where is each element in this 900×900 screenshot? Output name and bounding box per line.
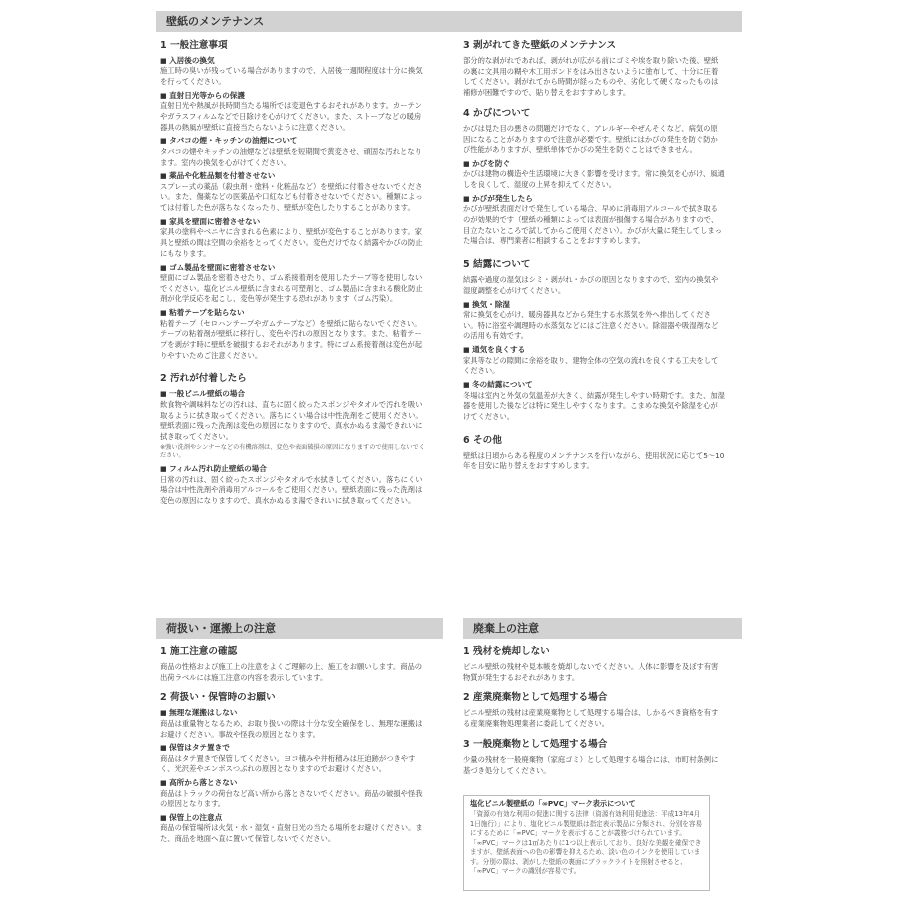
section-title: 6 その他: [463, 434, 502, 446]
item-heading: ■ 一般ビニル壁紙の場合: [160, 389, 426, 399]
section-body: かびは見た目の悪さの問題だけでなく、アレルギーやぜんそくなど、病気の原因になることがありますので注意が必要です。壁紙にはかびの発生を防ぐ防かび性能がありますが、壁紙単体でかびの発生を防ぐことはできません。: [463, 123, 718, 155]
item-heading: ■ かびが発生したら: [463, 194, 725, 204]
item-heading: ■ 無理な運搬はしない: [160, 708, 426, 718]
item-heading: ■ フィルム汚れ防止壁紙の場合: [160, 464, 426, 474]
item-body: 日常の汚れは、固く絞ったスポンジやタオルで水拭きしてください。落ちにくい場合は中性洗剤や消毒用アルコールをご使用ください。壁紙表面に残った洗剤は変色の原因になりますので、真水かぬるま湯できれいに拭き取ってください。: [160, 474, 423, 505]
item-body: 粘着テープ（セロハンテープやガムテープなど）を壁紙に貼らないでください。テープの粘着剤が壁紙に移行し、変色や汚れの原因となります。また、粘着テープを剥がす時に壁紙を破損するおそれがあります。特にゴム系接着剤は変色が起りやすいためご注意ください。: [160, 318, 423, 360]
item-body: 冬場は室内と外気の気温差が大きく、結露が発生しやすい時期です。また、加湿器を使用した後などは特に発生しやすくなります。こまめな換気や除湿を心がけてください。: [463, 390, 725, 421]
item-heavy: [160, 708, 426, 740]
section-title: 3 一般廃棄物として処理する場合: [463, 738, 608, 750]
item-heading: ■ かびを防ぐ: [463, 159, 725, 169]
pvc-mark-notice-box: [463, 795, 710, 891]
item-body: 商品の保管場所は火気・水・湿気・直射日光の当たる場所をお避けください。また、商品を地面へ直に置いて保管しないでください。: [160, 823, 423, 844]
maintenance-left-column: [160, 40, 426, 510]
section-title: 4 かびについて: [463, 107, 531, 119]
item-heading: ■ 保管はタテ置きで: [160, 743, 426, 753]
maintenance-banner: 壁紙のメンテナンス: [156, 11, 742, 32]
item-dehumidify: [463, 300, 725, 343]
section-title: 3 剥がれてきた壁紙のメンテナンス: [463, 40, 617, 51]
item-body: 施工時の臭いが残っている場合がありますので、入居後一週間程度は十分に換気を行ってください。: [160, 66, 423, 87]
item-chemicals: [160, 171, 426, 214]
item-heading: ■ 直射日光等からの保護: [160, 91, 426, 101]
item-heading: ■ 粘着テープを貼らない: [160, 308, 426, 318]
item-body: 商品は重量物となるため、お取り扱いの際は十分な安全確保をし、無理な運搬はお避けください。事故や怪我の原因となります。: [160, 718, 423, 739]
item-heading: ■ タバコの煙・キッチンの油煙について: [160, 136, 426, 146]
item-heading: ■ ゴム製品を壁面に密着させない: [160, 263, 426, 273]
item-heading: ■ 通気を良くする: [463, 345, 725, 355]
item-body: かびが壁紙表面だけで発生している場合、早めに消毒用アルコールで拭き取るのが効果的です（壁紙の種類によっては表面が損傷する場合がありますので、目立たないところで試してからご使用ください）。かびが大量に発生してしまった場合は、専門業者に相談することをおすすめします。: [463, 204, 722, 246]
item-body: 家具の塗料やベニヤに含まれる色素により、壁紙が変色することがあります。家具と壁紙の間は空間の余裕をとってください。変色だけでなく結露やかびの防止にもなります。: [160, 227, 423, 258]
maintenance-right-column: [463, 40, 725, 472]
handling-column: [160, 646, 426, 848]
section-title: 1 施工注意の確認: [160, 646, 238, 657]
pvc-notice-body: 「資源の有効な利用の促進に関する法律（資源有効利用促進法：平成13年4月1日施行）」により、塩化ビニル製壁紙は指定表示製品に分類され、分別を容易にするために「∞PVC」マークを表示することが義務づけられています。「∞PVC」マークは1㎡あたりに1つ以上表示しており、良好な美観を確保できますが、壁紙表面への色の影響を抑えるため、淡い色のインクを使用しています。分別の際は、剥がした壁紙の裏面にブラックライトを照射させると、「∞PVC」マークの識別が容易です。: [470, 810, 703, 875]
item-heading: ■ 家具を壁面に密着させない: [160, 217, 426, 227]
item-heading: ■ 薬品や化粧品類を付着させない: [160, 171, 426, 181]
item-body: 壁面にゴム製品を密着させたり、ゴム系接着剤を使用したテープ等を使用しないでください。塩化ビニル壁紙に含まれる可塑剤と、ゴム製品に含まれる酸化防止剤が化学反応を起こし、変色等が発生する恐れがあります（ゴム汚染）。: [160, 272, 423, 304]
item-body: 家具等などの隙間に余裕を取り、建物全体の空気の流れを良くする工夫をしてください。: [463, 355, 719, 376]
item-note: ※強い洗剤やシンナーなどの有機溶剤は、変色や表面破損の原因になりますので使用しないでください。: [160, 443, 425, 460]
section-title: 2 荷扱い・保管時のお願い: [160, 692, 276, 704]
section-title: 2 汚れが付着したら: [160, 373, 247, 385]
item-storage-notes: [160, 813, 426, 845]
section-body: 少量の残材を一般廃棄物（家庭ゴミ）として処理する場合には、市町村条例に基づき処分してください。: [463, 754, 719, 775]
item-body: 飲食物や調味料などの汚れは、直ちに固く絞ったスポンジやタオルで汚れを吸い取るように拭き取ってください。落ちにくい場合は中性洗剤をご使用ください。壁紙表面に残った洗剤は変色の原因になりますので、真水かぬるま湯できれいに拭き取ってください。: [160, 399, 423, 441]
item-body: 常に換気を心がけ、暖房器具などから発生する水蒸気を外へ排出してください。特に浴室や調理時の水蒸気などにはご注意ください。除湿器や吸湿剤などの活用も有効です。: [463, 310, 719, 341]
item-mold-occurs: [463, 194, 725, 247]
item-body: タバコの煙やキッチンの油煙などは壁紙を短期間で黄変させ、頑固な汚れとなります。室内の換気を心がけてください。: [160, 146, 422, 167]
pvc-notice-title: 塩化ビニル製壁紙の「∞PVC」マーク表示について: [470, 799, 636, 808]
item-body: かびは建物の構造や生活環境に大きく影響を受けます。常に換気を心がけ、風通しを良くして、湿度の上昇を抑えてください。: [463, 169, 725, 190]
item-no-drop: [160, 778, 426, 810]
item-vinyl-cleaning: [160, 389, 426, 461]
disposal-banner: 廃棄上の注意: [463, 618, 742, 639]
section-title: 5 結露について: [463, 259, 531, 271]
item-rubber: [160, 263, 426, 306]
section-body: ビニル壁紙の残材は産業廃棄物として処理する場合は、しかるべき資格を有する産業廃棄物処理業者に委託してください。: [463, 708, 719, 729]
item-winter-condensation: [463, 380, 725, 423]
section-body: ビニル壁紙の残材や見本帳を焼却しないでください。人体に影響を及ぼす有害物質が発生するおそれがあります。: [463, 661, 719, 682]
section-title: 1 一般注意事項: [160, 40, 228, 51]
section-title: 2 産業廃棄物として処理する場合: [463, 692, 608, 704]
item-furniture: [160, 217, 426, 260]
item-body: 商品はタテ置きで保管してください。ヨコ積みや井桁積みは圧迫跡がつきやすく、光沢差やエンボスつぶれの原因となりますのでお避けください。: [160, 753, 416, 774]
item-heading: ■ 保管上の注意点: [160, 813, 426, 823]
item-tape: [160, 308, 426, 361]
item-airflow: [463, 345, 725, 377]
section-body: 結露や過度の湿気はシミ・剥がれ・かびの原因となりますので、室内の換気や湿度調整を心がけてください。: [463, 275, 719, 295]
disposal-column: [463, 646, 725, 776]
item-body: 直射日光や熱風が長時間当たる場所では変退色するおそれがあります。カーテンやガラスフィルムなどで日除けを心がけてください。また、ストーブなどの暖房器具の熱風が壁紙に直接当たらないように注意ください。: [160, 101, 422, 132]
item-ventilation: [160, 56, 426, 88]
item-body: 商品はトラックの荷台など高い所から落とさないでください。商品の破損や怪我の原因となります。: [160, 788, 423, 809]
item-sunlight: [160, 91, 426, 134]
section-title: 1 残材を焼却しない: [463, 646, 550, 657]
section-body: 壁紙は日頃からある程度のメンテナンスを行いながら、使用状況に応じて5～10年を目安に貼り替えをおすすめします。: [463, 450, 725, 471]
item-smoke: [160, 136, 426, 168]
item-vertical-storage: [160, 743, 426, 775]
item-prevent-mold: [463, 159, 725, 191]
item-heading: ■ 高所から落とさない: [160, 778, 426, 788]
section-body: 商品の性格および施工上の注意をよくご理解の上、施工をお願いします。商品の出荷ラベルには施工注意の内容を表示しています。: [160, 661, 423, 682]
item-film-cleaning: [160, 464, 426, 507]
item-heading: ■ 冬の結露について: [463, 380, 725, 390]
item-heading: ■ 入居後の換気: [160, 56, 426, 66]
handling-banner: 荷扱い・運搬上の注意: [156, 618, 443, 639]
item-heading: ■ 換気・除湿: [463, 300, 725, 310]
section-body: 部分的な剥がれであれば、剥がれが広がる前にゴミや埃を取り除いた後、壁紙の裏に文具用の糊や木工用ボンドをはみ出さないように塗布して、十分に圧着してください。剥がれてから時間が経ったものや、劣化して硬くなったものは補修が困難ですので、貼り替えをおすすめします。: [463, 55, 719, 98]
item-body: スプレー式の薬品（殺虫剤・塗料・化粧品など）を壁紙に付着させないでください。また、傷薬などの医薬品や口紅なども付着させないでください。種類によっては付着した色が落ちなくなったり、壁紙が変色したりすることがあります。: [160, 181, 423, 213]
